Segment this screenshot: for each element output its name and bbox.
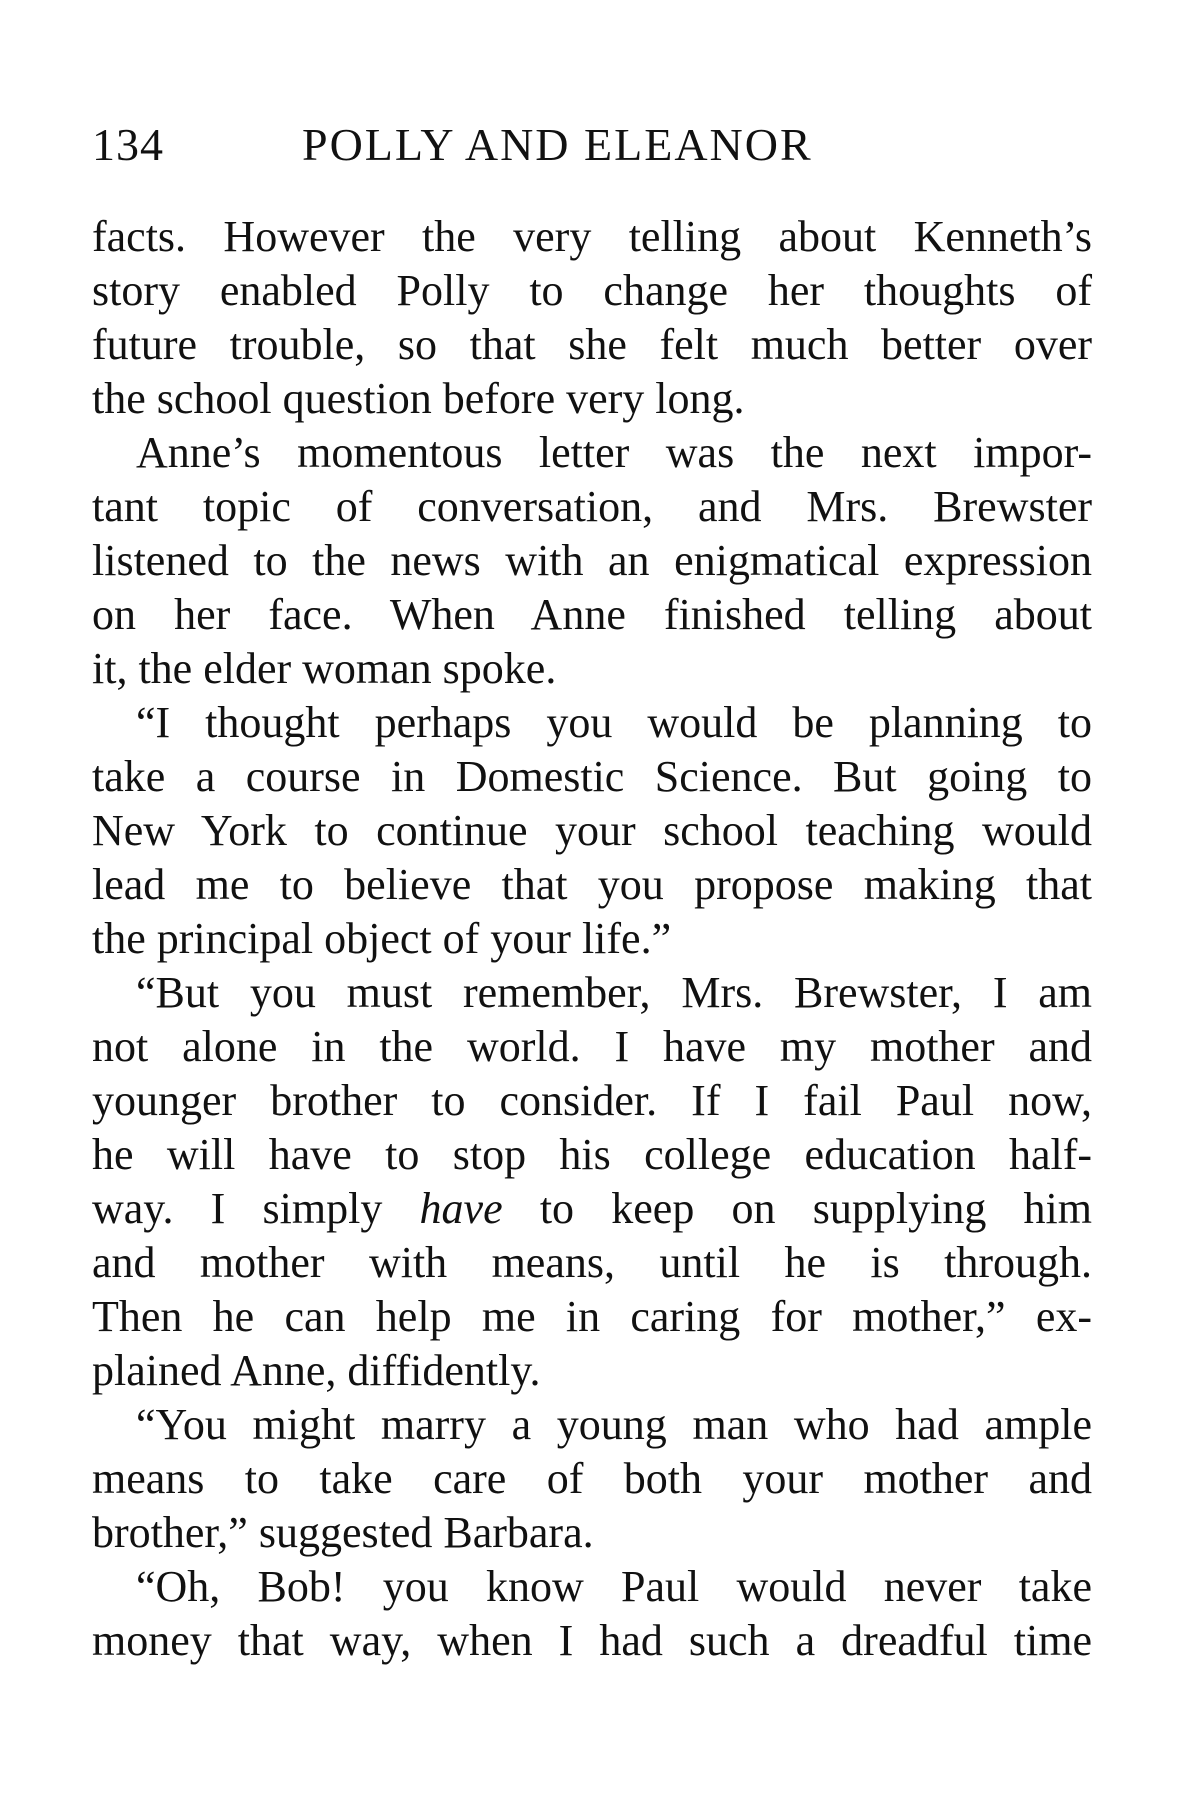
- text-line: he will have to stop his college education half-: [92, 1130, 1092, 1179]
- text-line: money that way, when I had such a dreadful time: [92, 1616, 1092, 1665]
- text-line: younger brother to consider. If I fail Paul now,: [92, 1076, 1092, 1125]
- text-line: Then he can help me in caring for mother,” ex-: [92, 1292, 1092, 1341]
- page-header: [92, 118, 1092, 178]
- text-line: “Oh, Bob! you know Paul would never take: [136, 1562, 1092, 1611]
- text-line: and mother with means, until he is through.: [92, 1238, 1092, 1287]
- page-number: 134: [92, 119, 164, 170]
- text-line: “But you must remember, Mrs. Brewster, I am: [136, 968, 1092, 1017]
- text-line: lead me to believe that you propose making that: [92, 860, 1092, 909]
- text-line: New York to continue your school teaching would: [92, 806, 1092, 855]
- text-line: brother,” suggested Barbara.: [92, 1508, 594, 1557]
- text-line: it, the elder woman spoke.: [92, 644, 557, 693]
- text-line: “You might marry a young man who had ample: [136, 1400, 1092, 1449]
- text-segment: way. I simply: [92, 1184, 420, 1233]
- text-line: the school question before very long.: [92, 374, 745, 423]
- emphasized-word: have: [419, 1184, 503, 1233]
- text-segment: to keep on supplying him: [502, 1184, 1092, 1233]
- text-line: the principal object of your life.”: [92, 914, 672, 963]
- text-line: tant topic of conversation, and Mrs. Brewster: [92, 482, 1092, 531]
- text-line: “I thought perhaps you would be planning to: [136, 698, 1092, 747]
- text-line: means to take care of both your mother and: [92, 1454, 1092, 1503]
- text-line: [92, 1182, 1092, 1236]
- text-line: on her face. When Anne finished telling about: [92, 590, 1092, 639]
- running-title: POLLY AND ELEANOR: [302, 119, 813, 170]
- text-line: take a course in Domestic Science. But going to: [92, 752, 1092, 801]
- text-line: listened to the news with an enigmatical expression: [92, 536, 1092, 585]
- text-line: story enabled Polly to change her thoughts of: [92, 266, 1092, 315]
- text-line: plained Anne, diffidently.: [92, 1346, 541, 1395]
- text-line: future trouble, so that she felt much better over: [92, 320, 1092, 369]
- body-text: [92, 210, 1092, 1668]
- text-line: not alone in the world. I have my mother and: [92, 1022, 1092, 1071]
- text-line: Anne’s momentous letter was the next impor-: [136, 428, 1092, 477]
- text-line: facts. However the very telling about Kenneth’s: [92, 212, 1092, 261]
